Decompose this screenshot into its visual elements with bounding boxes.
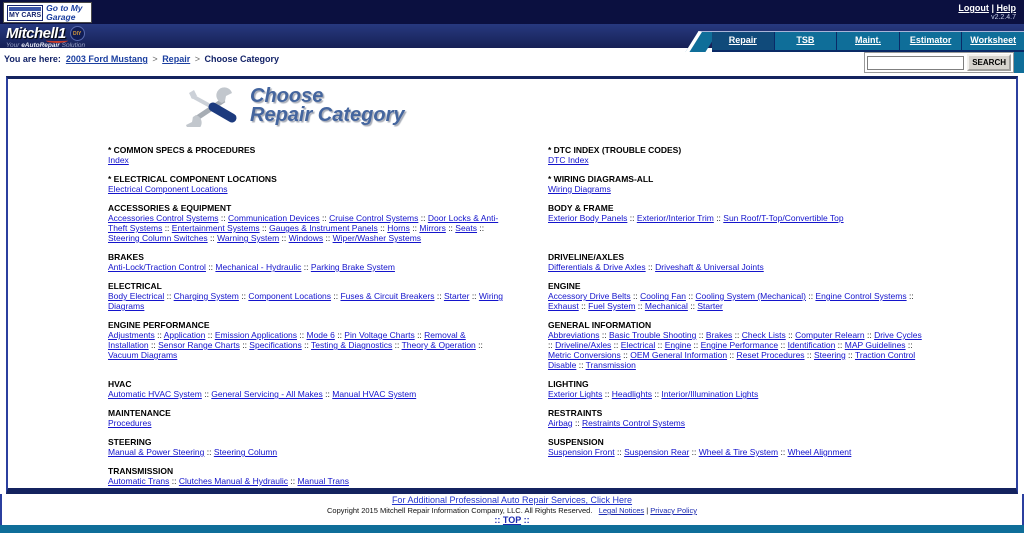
link-separator: ::: [655, 340, 665, 350]
category-section: [548, 437, 926, 457]
category-link[interactable]: Abbreviations: [548, 330, 600, 340]
category-links: [548, 447, 926, 457]
category-link[interactable]: Adjustments: [108, 330, 155, 340]
category-section: [108, 466, 503, 486]
category-header: ACCESSORIES & EQUIPMENT: [108, 203, 232, 213]
category-header: STEERING: [108, 437, 152, 447]
link-separator: ::: [207, 233, 218, 243]
link-separator: ::: [434, 291, 444, 301]
category-link[interactable]: Horns: [387, 223, 410, 233]
link-separator: ::: [620, 350, 631, 360]
category-link[interactable]: Accessory Drive Belts: [548, 291, 631, 301]
category-link[interactable]: Engine Control Systems: [815, 291, 907, 301]
link-separator: ::: [238, 291, 249, 301]
category-link[interactable]: Reset Procedures: [736, 350, 805, 360]
category-table-body: [108, 145, 988, 495]
category-link[interactable]: MAP Guidelines: [844, 340, 906, 350]
top-bar: [0, 0, 1024, 24]
category-link[interactable]: Electrical: [620, 340, 656, 350]
link-separator: ::: [845, 350, 855, 360]
category-section: [108, 320, 503, 360]
session-links: [958, 3, 1016, 23]
link-separator: ::: [259, 223, 270, 233]
category-links: [108, 330, 503, 360]
category-link[interactable]: Anti-Lock/Traction Control: [108, 262, 206, 272]
category-links: [108, 184, 503, 194]
category-link[interactable]: Mechanical - Hydraulic: [215, 262, 302, 272]
version-label: v2.2.4.7: [991, 14, 1016, 21]
category-link[interactable]: Metric Conversions: [548, 350, 621, 360]
mitchell1-logo[interactable]: [6, 25, 85, 49]
garage-label: Go to My Garage: [46, 2, 83, 22]
link-separator: ::: [630, 291, 641, 301]
category-links: [108, 291, 503, 311]
category-row: [108, 252, 988, 281]
link-separator: ::: [687, 301, 698, 311]
category-link[interactable]: Fuel System: [588, 301, 636, 311]
link-separator: ::: [785, 330, 796, 340]
category-link[interactable]: Clutches Manual & Hydraulic: [178, 476, 289, 486]
page-title-block: [8, 79, 1016, 139]
category-link[interactable]: Emission Applications: [214, 330, 298, 340]
category-link[interactable]: Door Locks & Anti-Theft Systems: [108, 213, 499, 233]
category-section: [108, 437, 503, 457]
breadcrumb-link-vehicle[interactable]: 2003 Ford Mustang: [65, 54, 148, 64]
link-separator: ::: [713, 213, 724, 223]
category-section: [108, 379, 503, 399]
privacy-policy-link[interactable]: Privacy Policy: [650, 506, 697, 515]
category-table: [108, 145, 988, 495]
category-link[interactable]: Component Locations: [248, 291, 332, 301]
tab-tsb[interactable]: TSB: [774, 32, 837, 50]
category-link[interactable]: Drive Cycles: [874, 330, 922, 340]
category-row: [108, 281, 988, 320]
category-header: LIGHTING: [548, 379, 589, 389]
link-separator: ::: [691, 340, 701, 350]
category-link[interactable]: Identification: [787, 340, 836, 350]
category-header: GENERAL INFORMATION: [548, 320, 652, 330]
logout-link[interactable]: Logout: [958, 3, 989, 13]
page-header: [0, 0, 1024, 76]
category-link[interactable]: Engine Performance: [700, 340, 779, 350]
link-separator: ::: [205, 330, 215, 340]
category-row: [108, 174, 988, 203]
category-link[interactable]: Automatic Trans: [108, 476, 170, 486]
category-section: [548, 252, 926, 272]
category-link[interactable]: Electrical Component Locations: [108, 184, 228, 194]
brand-name: Mitchell1: [6, 25, 66, 42]
category-link[interactable]: General Servicing - All Makes: [211, 389, 323, 399]
link-separator: ::: [301, 340, 312, 350]
category-link[interactable]: Body Electrical: [108, 291, 165, 301]
nav-tabs: [712, 31, 1024, 52]
link-separator: ::: [154, 330, 164, 340]
link-separator: ::: [418, 213, 428, 223]
category-link[interactable]: Traction Control Disable: [548, 350, 916, 370]
category-header: BRAKES: [108, 252, 144, 262]
category-link[interactable]: Transmission: [585, 360, 636, 370]
footer-divider: |: [646, 506, 649, 515]
category-header: SUSPENSION: [548, 437, 604, 447]
category-link[interactable]: Exhaust: [548, 301, 579, 311]
category-links: [108, 418, 503, 428]
link-separator: ::: [599, 330, 609, 340]
category-section: [108, 252, 503, 272]
breadcrumb-link-repair[interactable]: Repair: [162, 54, 191, 64]
repair-tools-icon: [186, 87, 240, 127]
link-separator: ::: [377, 223, 388, 233]
link-separator: ::: [205, 262, 216, 272]
category-link[interactable]: Application: [163, 330, 206, 340]
link-separator: ::: [392, 340, 402, 350]
category-header: ENGINE PERFORMANCE: [108, 320, 210, 330]
link-separator: ::: [201, 389, 212, 399]
link-separator: ::: [578, 301, 589, 311]
category-link[interactable]: Wheel & Tire System: [698, 447, 779, 457]
link-separator: ::: [727, 350, 737, 360]
link-separator: ::: [279, 233, 289, 243]
link-separator: ::: [804, 350, 815, 360]
category-link[interactable]: Wiring Diagrams: [548, 184, 611, 194]
plate-top-strip: [9, 7, 41, 11]
category-link[interactable]: Brakes: [705, 330, 733, 340]
category-link[interactable]: Interior/Illumination Lights: [661, 389, 759, 399]
link-separator: ::: [204, 447, 214, 457]
category-link[interactable]: Differentials & Drive Axles: [548, 262, 646, 272]
category-link[interactable]: Removal & Installation: [108, 330, 466, 350]
category-link[interactable]: Steering Column: [213, 447, 278, 457]
category-section: [108, 174, 503, 194]
category-section: [108, 281, 503, 311]
category-row: [108, 320, 988, 379]
category-link[interactable]: Fuses & Circuit Breakers: [340, 291, 435, 301]
category-link[interactable]: Steering: [814, 350, 846, 360]
help-link[interactable]: Help: [996, 3, 1016, 13]
link-separator: ::: [414, 330, 425, 340]
bottom-teal-bar: [0, 525, 1024, 533]
category-header: TRANSMISSION: [108, 466, 174, 476]
category-link[interactable]: Wiper/Washer Systems: [332, 233, 422, 243]
category-link[interactable]: Windows: [288, 233, 324, 243]
link-separator: ::: [148, 340, 159, 350]
link-separator: ::: [905, 340, 913, 350]
category-link[interactable]: Specifications: [249, 340, 302, 350]
link-separator: ::: [162, 223, 172, 233]
category-link[interactable]: Manual Trans: [297, 476, 349, 486]
category-link[interactable]: Airbag: [548, 418, 573, 428]
top-decor: ::: [523, 515, 530, 525]
category-link[interactable]: Warning System: [217, 233, 280, 243]
page-title: Choose Repair Category: [250, 85, 405, 126]
category-header: * COMMON SPECS & PROCEDURES: [108, 145, 256, 155]
category-link[interactable]: Theory & Operation: [401, 340, 476, 350]
category-link[interactable]: Computer Relearn: [795, 330, 865, 340]
link-separator: ::: [334, 330, 345, 340]
search-box: [864, 52, 1014, 73]
link-separator: ::: [627, 213, 637, 223]
category-link[interactable]: Communication Devices: [228, 213, 320, 223]
link-separator: ::: [602, 389, 612, 399]
category-link[interactable]: Testing & Diagnostics: [311, 340, 393, 350]
tab-repair[interactable]: Repair: [712, 32, 774, 50]
link-separator: ::: [611, 340, 621, 350]
category-link[interactable]: Engine: [664, 340, 692, 350]
category-link[interactable]: Exterior Lights: [548, 389, 603, 399]
category-link[interactable]: Driveline/Axles: [555, 340, 612, 350]
category-link[interactable]: Starter: [443, 291, 470, 301]
category-link[interactable]: Cruise Control Systems: [329, 213, 419, 223]
category-header: ELECTRICAL: [108, 281, 162, 291]
category-header: * ELECTRICAL COMPONENT LOCATIONS: [108, 174, 277, 184]
link-separator: ::: [864, 330, 875, 340]
category-header: RESTRAINTS: [548, 408, 603, 418]
link-separator: ::: [169, 476, 179, 486]
link-separator: ::: [288, 476, 298, 486]
category-link[interactable]: Restraints Control Systems: [582, 418, 686, 428]
category-link[interactable]: Mirrors: [419, 223, 446, 233]
category-header: * DTC INDEX (TROUBLE CODES): [548, 145, 682, 155]
category-link[interactable]: Exterior/Interior Trim: [636, 213, 714, 223]
category-link[interactable]: Automatic HVAC System: [108, 389, 202, 399]
link-separator: ::: [732, 330, 742, 340]
link-separator: ::: [409, 223, 420, 233]
breadcrumb-current: Choose Category: [204, 54, 280, 64]
category-header: ENGINE: [548, 281, 581, 291]
search-input[interactable]: [867, 56, 964, 70]
top-decor: ::: [494, 515, 501, 525]
category-link[interactable]: Mode 6: [306, 330, 335, 340]
category-link[interactable]: Accessories Control Systems: [108, 213, 219, 223]
tab-maint[interactable]: Maint.: [836, 32, 899, 50]
link-separator: ::: [651, 389, 662, 399]
category-link[interactable]: Manual & Power Steering: [108, 447, 205, 457]
category-links: [548, 291, 926, 311]
link-separator: ::: [319, 213, 330, 223]
link-separator: ::: [635, 301, 645, 311]
category-link[interactable]: Basic Trouble Shooting: [608, 330, 697, 340]
category-links: [108, 476, 503, 486]
tab-estimator[interactable]: Estimator: [899, 32, 962, 50]
link-separator: ::: [218, 213, 228, 223]
category-header: * WIRING DIAGRAMS-ALL: [548, 174, 654, 184]
category-links: [548, 155, 926, 165]
category-row: [108, 466, 988, 495]
category-link[interactable]: Gauges & Instrument Panels: [269, 223, 378, 233]
category-links: [108, 389, 503, 399]
search-button[interactable]: SEARCH: [967, 54, 1011, 71]
category-link[interactable]: Cooling System (Mechanical): [695, 291, 806, 301]
breadcrumb-separator: >: [152, 54, 158, 64]
category-link[interactable]: Suspension Rear: [624, 447, 690, 457]
category-link[interactable]: Check Lists: [741, 330, 786, 340]
link-separator: ::: [685, 291, 696, 301]
category-row: [108, 437, 988, 466]
category-link[interactable]: Entertainment Systems: [171, 223, 260, 233]
license-plate-icon: [7, 5, 43, 21]
category-links: [548, 418, 926, 428]
breadcrumb-prefix: You are here:: [4, 54, 61, 64]
category-link[interactable]: Steering Column Switches: [108, 233, 208, 243]
category-links: [548, 389, 926, 399]
tab-worksheet[interactable]: Worksheet: [961, 32, 1024, 50]
link-separator: ::: [778, 447, 788, 457]
category-section: [548, 408, 926, 428]
category-link[interactable]: Procedures: [108, 418, 152, 428]
brand-swoosh-icon: [46, 38, 68, 43]
category-link[interactable]: Charging System: [173, 291, 239, 301]
category-section: [548, 379, 926, 399]
category-link[interactable]: Cooling Fan: [640, 291, 686, 301]
category-section: [108, 145, 503, 165]
category-header: MAINTENANCE: [108, 408, 171, 418]
category-header: BODY & FRAME: [548, 203, 614, 213]
diy-badge-icon: DIY: [70, 26, 85, 41]
category-link[interactable]: Pin Voltage Charts: [344, 330, 415, 340]
category-links: [108, 213, 503, 243]
link-separator: ::: [469, 291, 479, 301]
category-links: [108, 155, 503, 165]
promo-link[interactable]: For Additional Professional Auto Repair Services, Click Here: [391, 495, 633, 505]
category-section: [108, 203, 503, 243]
link-separator: ::: [906, 291, 914, 301]
category-links: [108, 262, 503, 272]
category-section: [108, 408, 503, 428]
category-link[interactable]: Starter: [697, 301, 723, 311]
category-link[interactable]: Sensor Range Charts: [158, 340, 240, 350]
link-separator: ::: [778, 340, 788, 350]
link-separator: ::: [164, 291, 174, 301]
category-links: [548, 213, 926, 223]
category-link[interactable]: Seats: [455, 223, 478, 233]
category-link[interactable]: Index: [108, 155, 129, 165]
category-section: [548, 281, 926, 311]
category-link[interactable]: Wiring Diagrams: [108, 291, 503, 311]
category-row: [108, 203, 988, 252]
link-separator: ::: [576, 360, 586, 370]
link-separator: ::: [696, 330, 706, 340]
category-link[interactable]: Driveshaft & Universal Joints: [655, 262, 764, 272]
link-separator: ::: [477, 223, 485, 233]
link-separator: ::: [445, 223, 456, 233]
go-to-my-garage-button[interactable]: [3, 2, 92, 23]
link-separator: ::: [614, 447, 625, 457]
category-links: [548, 184, 926, 194]
category-link[interactable]: Wheel Alignment: [787, 447, 852, 457]
category-section: [548, 174, 926, 194]
category-links: [108, 447, 503, 457]
category-link[interactable]: Vacuum Diagrams: [108, 350, 178, 360]
category-link[interactable]: OEM General Information: [630, 350, 728, 360]
category-link[interactable]: Sun Roof/T-Top/Convertible Top: [723, 213, 844, 223]
link-separator: ::: [548, 340, 556, 350]
breadcrumb-separator: >: [194, 54, 200, 64]
category-link[interactable]: DTC Index: [548, 155, 589, 165]
link-separator: ::: [297, 330, 307, 340]
link-separator: ::: [645, 262, 656, 272]
category-link[interactable]: Suspension Front: [548, 447, 615, 457]
category-link[interactable]: Headlights: [611, 389, 652, 399]
category-header: DRIVELINE/AXLES: [548, 252, 625, 262]
legal-notices-link[interactable]: Legal Notices: [598, 506, 645, 515]
link-separator: ::: [475, 340, 483, 350]
category-link[interactable]: Parking Brake System: [310, 262, 395, 272]
link-separator: ::: [689, 447, 699, 457]
category-link[interactable]: Exterior Body Panels: [548, 213, 628, 223]
plate-label: MY CARS: [9, 11, 42, 19]
page-footer: [0, 494, 1024, 525]
category-row: [108, 379, 988, 408]
link-separator: ::: [805, 291, 816, 301]
category-row: [108, 408, 988, 437]
link-separator: ::: [572, 418, 583, 428]
main-content: [6, 76, 1018, 494]
link-separator: ::: [239, 340, 250, 350]
category-link[interactable]: Manual HVAC System: [332, 389, 417, 399]
link-separator: ::: [301, 262, 311, 272]
top-link[interactable]: TOP: [502, 515, 522, 525]
session-divider: |: [991, 3, 994, 13]
category-links: [548, 262, 926, 272]
link-separator: ::: [323, 233, 333, 243]
category-links: [548, 330, 926, 370]
copyright-text: Copyright 2015 Mitchell Repair Information Company, LLC. All Rights Reserved.: [327, 506, 593, 515]
category-link[interactable]: Mechanical: [644, 301, 688, 311]
category-header: HVAC: [108, 379, 132, 389]
category-row: [108, 145, 988, 174]
category-section: [548, 203, 926, 223]
link-separator: ::: [322, 389, 333, 399]
brand-tagline: Your eAutoRepair Solution: [6, 42, 86, 49]
link-separator: ::: [835, 340, 845, 350]
link-separator: ::: [331, 291, 341, 301]
category-section: [548, 145, 926, 165]
category-section: [548, 320, 926, 370]
